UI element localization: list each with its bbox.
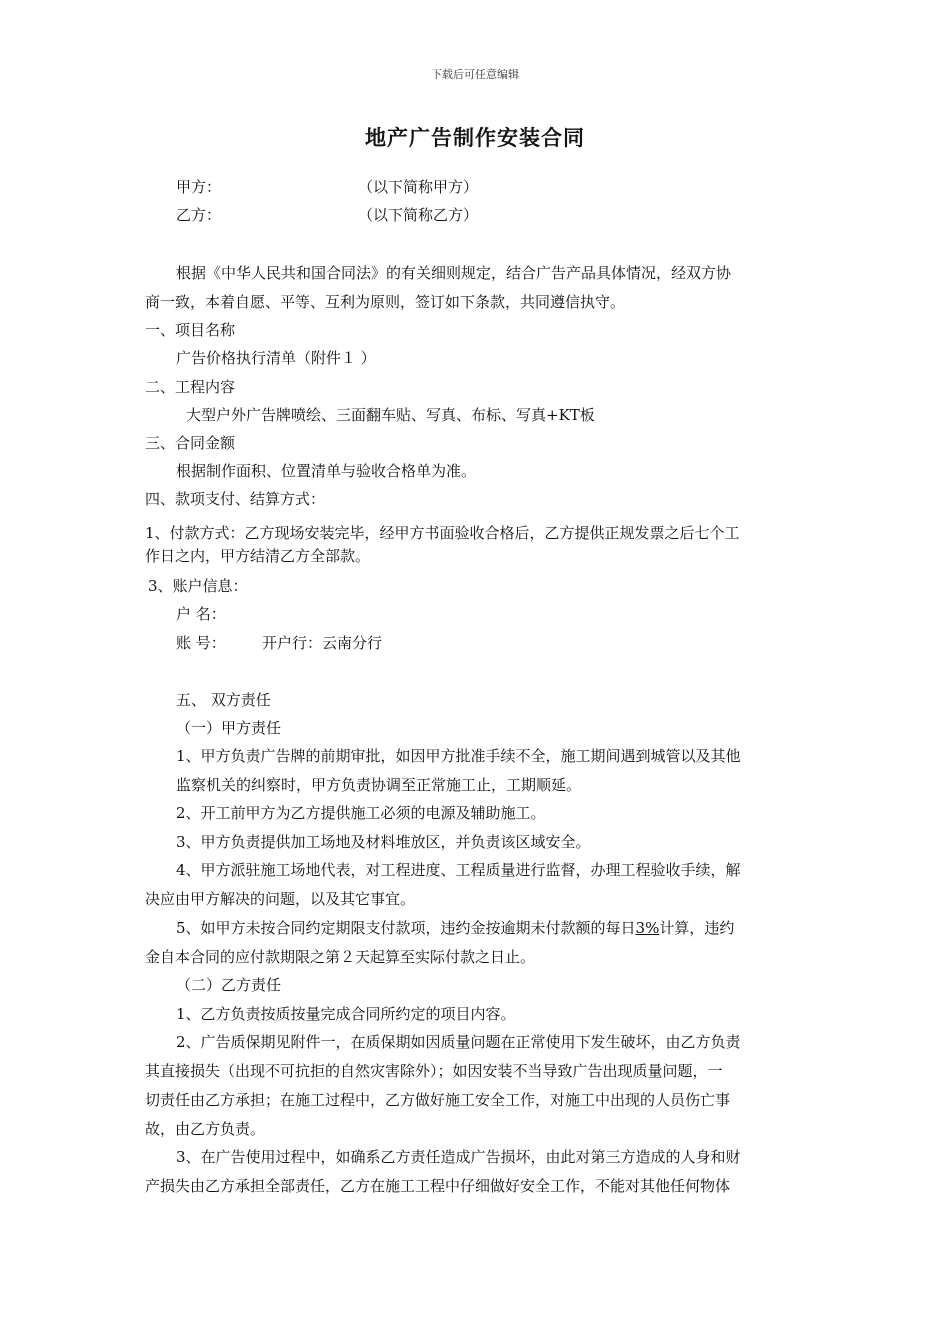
preamble-line-2: 商一致，本着自愿、平等、互利为原则，签订如下条款，共同遵信执守。	[145, 293, 626, 311]
section-4-heading: 四、款项支付、结算方式：	[145, 490, 326, 508]
party-a-note: （以下简称甲方）	[358, 178, 479, 196]
party-b-duty-line: 其直接损失（出现不可抗拒的自然灾害除外）；如因安装不当导致广告出现质量问题，一	[145, 1062, 723, 1080]
party-a-duty-line: 4、甲方派驻施工场地代表，对工程进度、工程质量进行监督，办理工程验收手续，解	[176, 861, 741, 879]
bank-name: 开户行：云南分行	[262, 634, 383, 652]
party-a-duty-line: 2、开工前甲方为乙方提供施工必须的电源及辅助施工。	[176, 804, 546, 822]
payment-line-2: 作日之内，甲方结清乙方全部款。	[145, 547, 371, 565]
penalty-rate: 3%	[635, 919, 660, 937]
party-a-duty-5	[176, 918, 734, 938]
party-b-note: （以下简称乙方）	[358, 206, 479, 224]
party-a-line	[176, 177, 221, 197]
section-2-heading: 二、工程内容	[145, 378, 236, 396]
party-a-duty-line: 3、甲方负责提供加工场地及材料堆放区，并负责该区域安全。	[176, 833, 591, 851]
party-a-duty-5-cont: 金自本合同的应付款期限之第２天起算至实际付款之日止。	[145, 948, 536, 966]
document-title: 地产广告制作安装合同	[365, 126, 585, 150]
account-number: 账 号：	[176, 634, 226, 652]
party-a-label: 甲方：	[176, 178, 222, 196]
section-1-heading: 一、项目名称	[145, 321, 236, 339]
penalty-text-pre: 5、如甲方未按合同约定期限支付款项，违约金按逾期未付款额的每日	[176, 919, 636, 937]
party-a-duties-heading: （一）甲方责任	[176, 719, 282, 737]
account-name: 户 名：	[176, 605, 226, 623]
section-1-body: 广告价格执行清单（附件１ ）	[176, 349, 376, 367]
party-b-duty-line: 故，由乙方负责。	[145, 1120, 266, 1138]
header-note: 下载后可任意编辑	[431, 68, 519, 81]
party-a-duty-line: 1、甲方负责广告牌的前期审批，如因甲方批准手续不全，施工期间遇到城管以及其他	[176, 747, 741, 765]
section-2-body: 大型户外广告牌喷绘、三面翻车贴、写真、布标、写真+KT板	[186, 406, 595, 424]
party-b-label: 乙方：	[176, 206, 222, 224]
party-b-line	[176, 205, 221, 225]
section-3-body: 根据制作面积、位置清单与验收合格单为准。	[176, 462, 477, 480]
party-b-duties-heading: （二）乙方责任	[176, 976, 282, 994]
section-5-heading: 五、 双方责任	[176, 691, 271, 709]
account-heading: 3、账户信息：	[148, 577, 248, 595]
party-b-duty-line: 1、乙方负责按质按量完成合同所约定的项目内容。	[176, 1005, 516, 1023]
section-3-heading: 三、合同金额	[145, 434, 236, 452]
party-a-duty-line: 监察机关的纠察时，甲方负责协调至正常施工止，工期顺延。	[176, 776, 582, 794]
penalty-text-post: 计算，违约	[659, 919, 735, 937]
party-a-duty-line: 决应由甲方解决的问题，以及其它事宜。	[145, 890, 416, 908]
party-b-duty-line: 2、广告质保期见附件一，在质保期如因质量问题在正常使用下发生破坏，由乙方负责	[176, 1033, 741, 1051]
payment-line-1: 1、付款方式：乙方现场安装完毕，经甲方书面验收合格后，乙方提供正规发票之后七个工	[145, 524, 740, 542]
party-b-duty-line: 产损失由乙方承担全部责任，乙方在施工工程中仔细做好安全工作，不能对其他任何物体	[145, 1177, 731, 1195]
party-b-duty-line: 3、在广告使用过程中，如确系乙方责任造成广告损坏，由此对第三方造成的人身和财	[176, 1148, 741, 1166]
preamble-line-1: 根据《中华人民共和国合同法》的有关细则规定，结合广告产品具体情况，经双方协	[176, 264, 732, 282]
party-b-duty-line: 切责任由乙方承担；在施工过程中，乙方做好施工安全工作，对施工中出现的人员伤亡事	[145, 1091, 731, 1109]
